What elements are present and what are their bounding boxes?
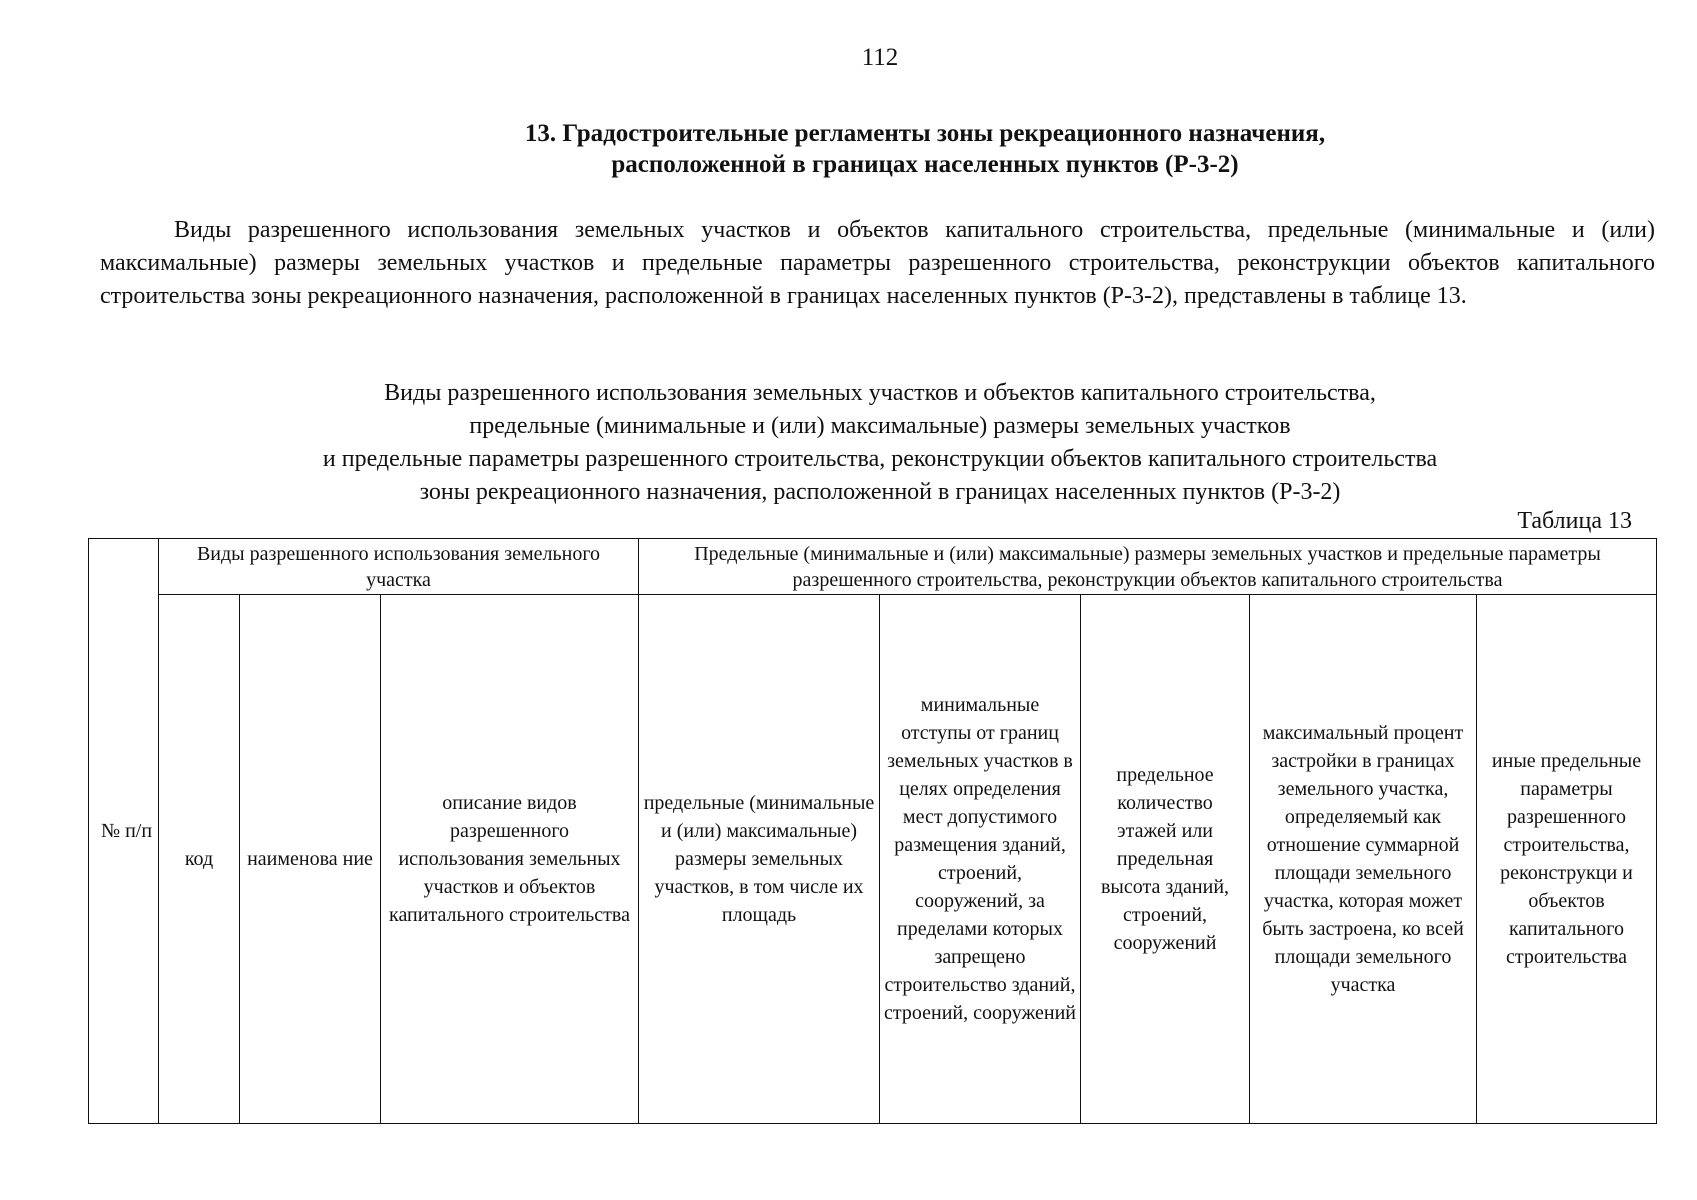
heading-line-1: 13. Градостроительные регламенты зоны рекреационного назначения, (524, 120, 1326, 147)
header-plot-size: предельные (минимальные и (или) максимальные) размеры земельных участков, в том числе их площадь (639, 595, 880, 1124)
header-coverage: максимальный процент застройки в границах земельного участка, определяемый как отношение суммарной площади земельного участка, которая может быть застроена, ко всей площади земельного участка (1250, 595, 1477, 1124)
header-group-limits: Предельные (минимальные и (или) максимальные) размеры земельных участков и предельные параметры разрешенного строительства, реконструкции объектов капитального строительства (639, 539, 1657, 595)
intro-paragraph: Виды разрешенного использования земельных участков и объектов капитального строительства, предельные (минимальные и (или) максимальные) размеры земельных участков и предельные параметры разрешенного строительства, реконструкции объектов капитального строительства зоны рекреационного назначения, расположенной в границах населенных пунктов (Р-3-2), представлены в таблице 13. (100, 217, 1655, 309)
caption-line-1: Виды разрешенного использования земельных участков и объектов капитального строительства, (384, 380, 1376, 406)
heading-line-2: расположенной в границах населенных пунктов (Р-3-2) (611, 151, 1239, 178)
header-setbacks: минимальные отступы от границ земельных участков в целях определения мест допустимого размещения зданий, строений, сооружений, за пределами которых запрещено строительство зданий, строений, сооружений (880, 595, 1081, 1124)
header-number: № п/п (89, 539, 159, 1124)
page-number: 112 (861, 44, 899, 71)
header-group-permitted-use: Виды разрешенного использования земельного участка (159, 539, 639, 595)
header-code: код (159, 595, 240, 1124)
table-caption (90, 377, 1670, 509)
caption-line-2: предельные (минимальные и (или) максимальные) размеры земельных участков (469, 413, 1291, 439)
header-other-params: иные предельные параметры разрешенного строительства, реконструкци и объектов капитального строительства (1477, 595, 1657, 1124)
header-name: наименова ние (240, 595, 381, 1124)
regulations-table (88, 538, 1657, 1124)
caption-line-3: и предельные параметры разрешенного строительства, реконструкции объектов капитального строительства (322, 446, 1438, 472)
header-floors: предельное количество этажей или предельная высота зданий, строений, сооружений (1081, 595, 1250, 1124)
caption-line-4: зоны рекреационного назначения, расположенной в границах населенных пунктов (Р-3-2) (419, 479, 1341, 505)
header-description: описание видов разрешенного использования земельных участков и объектов капитального строительства (381, 595, 639, 1124)
table-label: Таблица 13 (1517, 508, 1632, 534)
section-heading (420, 118, 1430, 180)
